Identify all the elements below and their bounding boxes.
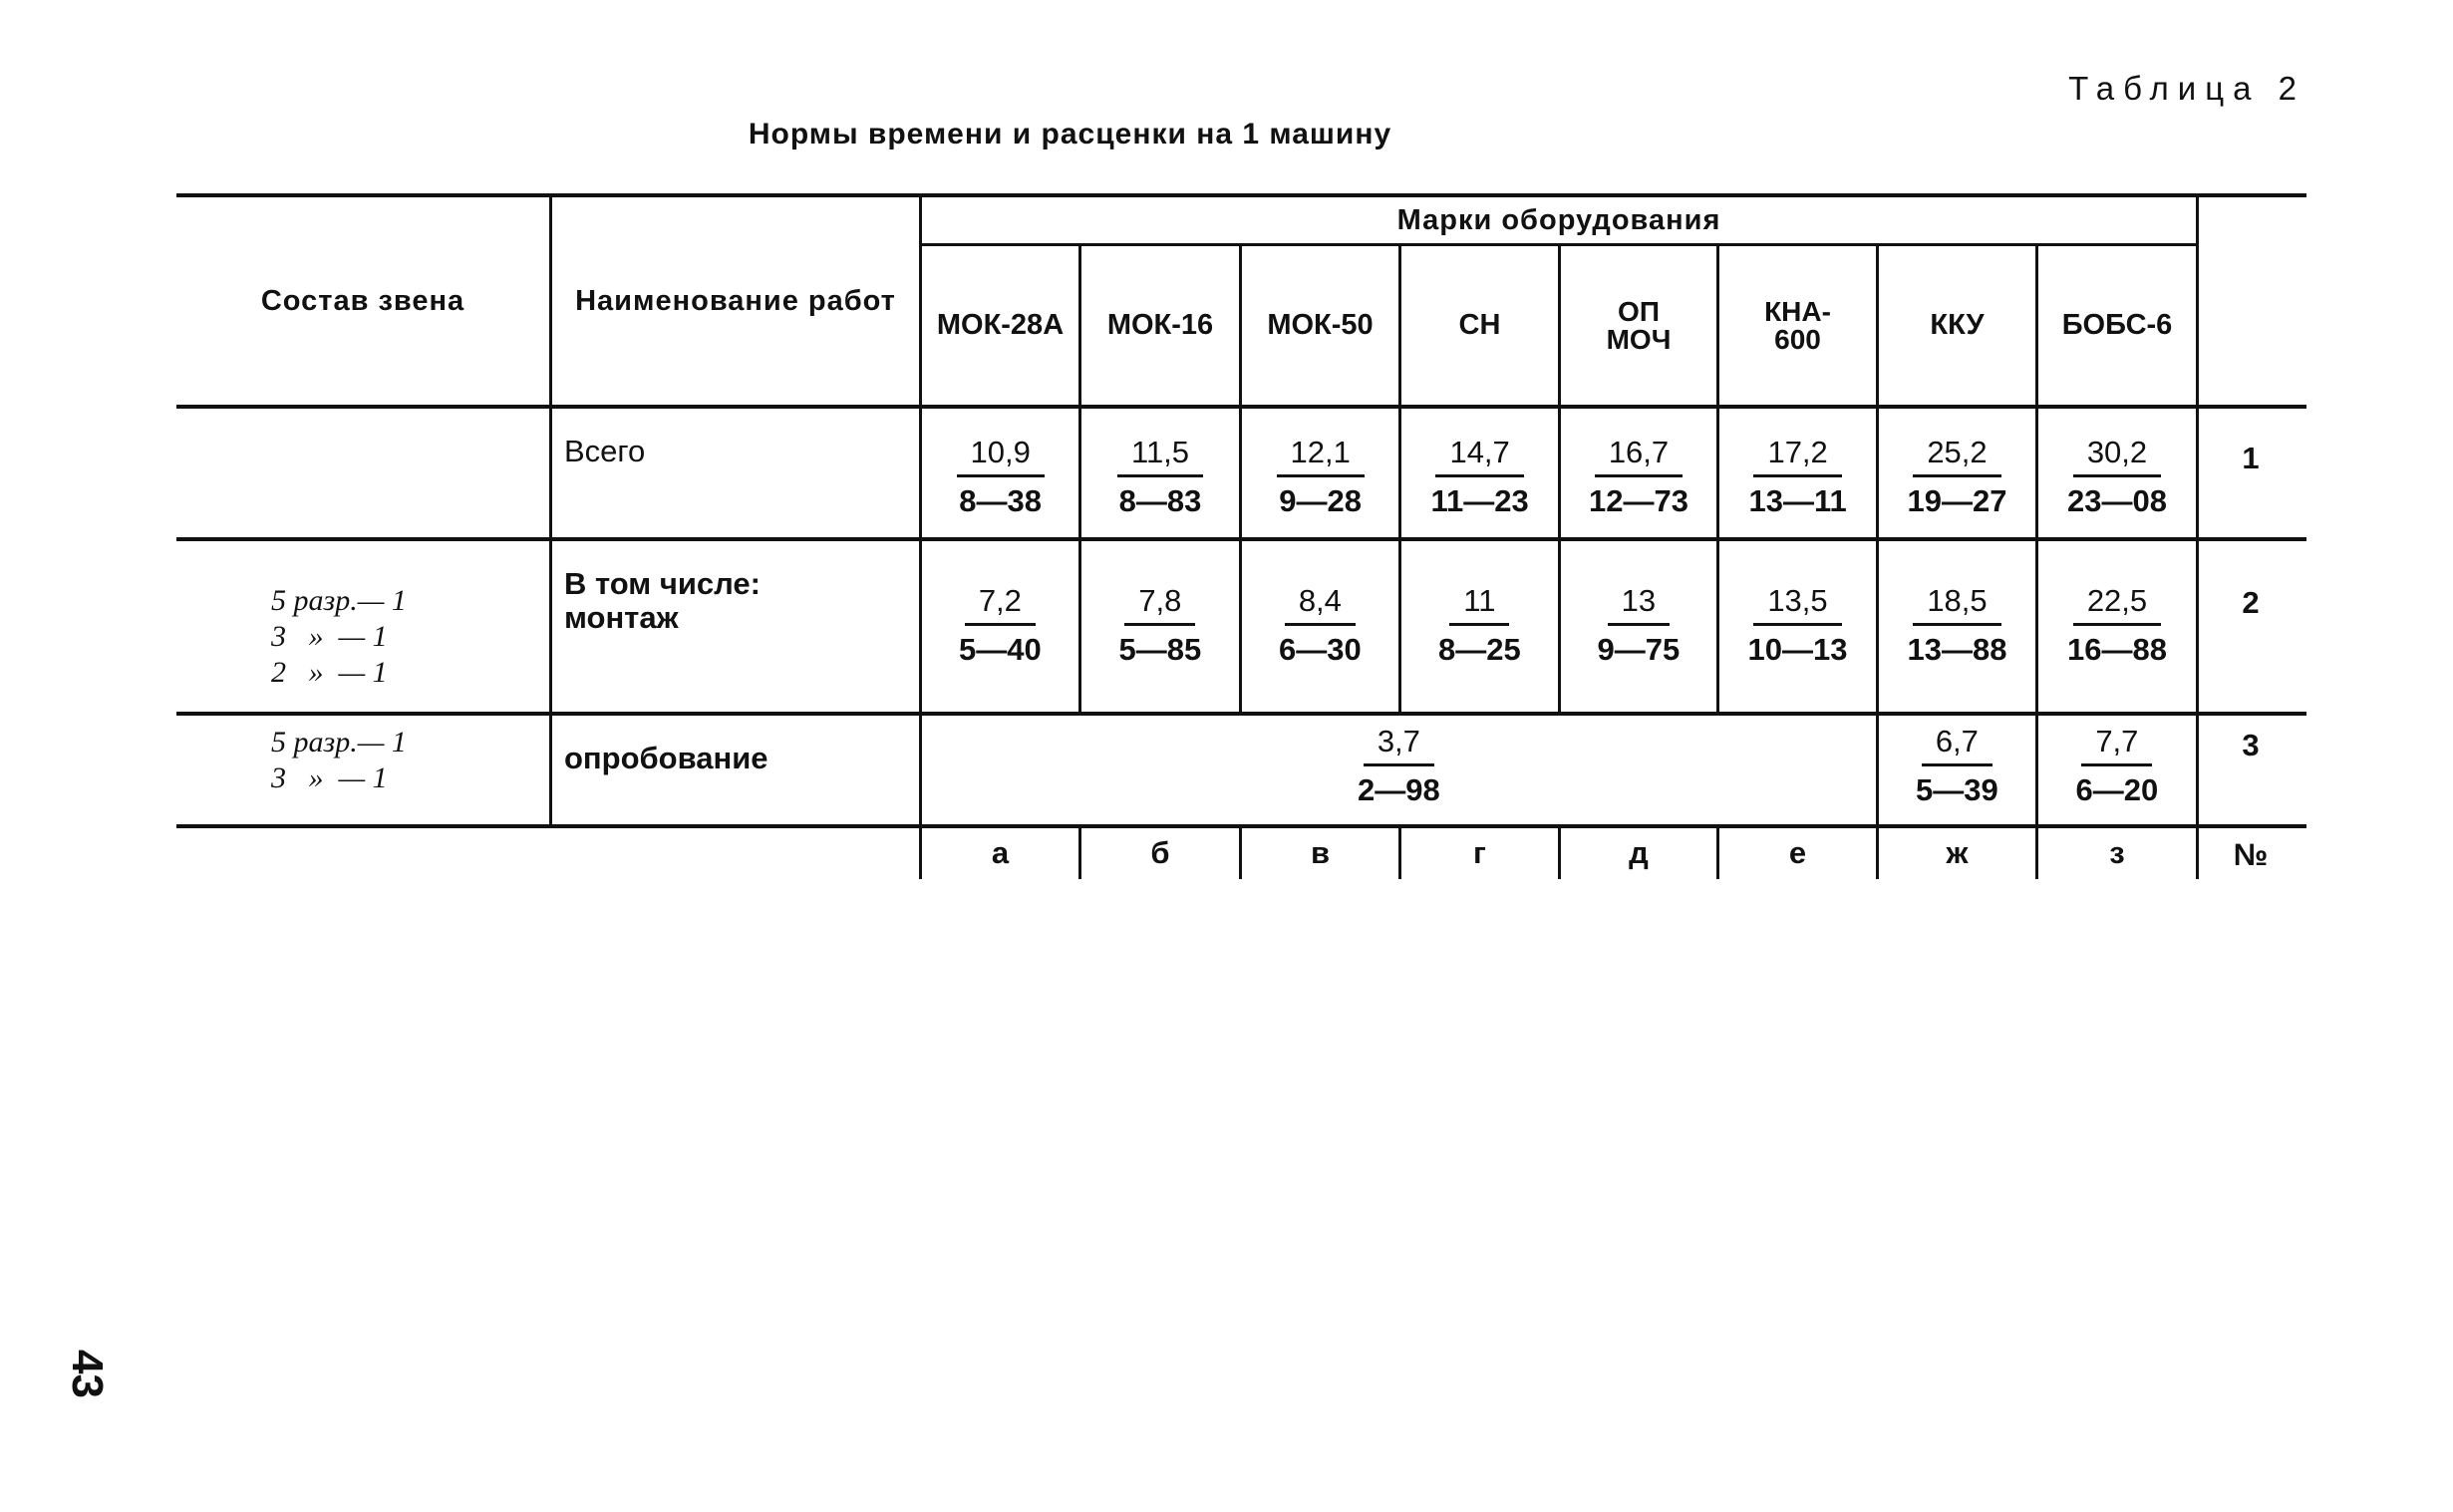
table-caption: Нормы времени и расценки на 1 машину bbox=[748, 118, 1392, 151]
column-header: КНА- 600 bbox=[1764, 295, 1831, 355]
norm-value bbox=[1908, 435, 2007, 519]
column-header: ОП МОЧ bbox=[1606, 295, 1672, 355]
vrule-code-5 bbox=[1716, 824, 1719, 879]
row-number: 1 bbox=[2242, 441, 2260, 475]
norm-value bbox=[1279, 583, 1362, 668]
norm-value bbox=[1749, 435, 1847, 519]
norm-value bbox=[1277, 435, 1365, 519]
fraction-denominator: 11—23 bbox=[1430, 482, 1529, 518]
norm-value bbox=[959, 583, 1042, 668]
fraction-denominator: 9—75 bbox=[1597, 631, 1681, 667]
column-code: д bbox=[1629, 835, 1649, 870]
page-number: 43 bbox=[63, 1350, 112, 1398]
fraction-denominator: 6—30 bbox=[1279, 631, 1362, 667]
row-number: 2 bbox=[2242, 585, 2260, 620]
norm-value bbox=[1119, 583, 1202, 668]
norm-value bbox=[1748, 583, 1848, 668]
fraction-numerator: 18,5 bbox=[1913, 583, 2000, 626]
column-header: МОК-16 bbox=[1106, 309, 1214, 341]
fraction-numerator: 7,7 bbox=[2081, 724, 2152, 766]
fraction-denominator: 23—08 bbox=[2067, 482, 2167, 518]
norm-value bbox=[1589, 435, 1688, 519]
fraction-numerator: 7,8 bbox=[1124, 583, 1195, 626]
fraction-denominator: 2—98 bbox=[1358, 771, 1440, 807]
fraction-denominator: 10—13 bbox=[1747, 631, 1848, 667]
rule-row2-bottom bbox=[176, 712, 2306, 716]
fraction-numerator: 13 bbox=[1608, 583, 1670, 626]
column-header: БОБС-6 bbox=[2061, 309, 2173, 341]
fraction-denominator: 13—88 bbox=[1907, 631, 2007, 667]
column-header: СН bbox=[1458, 309, 1501, 341]
norm-value bbox=[1598, 583, 1681, 668]
header-work: Наименование работ bbox=[575, 284, 896, 317]
column-code: г bbox=[1473, 835, 1486, 870]
fraction-numerator: 25,2 bbox=[1913, 435, 2000, 477]
column-header: ККУ bbox=[1930, 309, 1985, 341]
fraction-numerator: 16,7 bbox=[1595, 435, 1683, 477]
column-header: МОК-50 bbox=[1267, 309, 1374, 341]
column-code: е bbox=[1788, 835, 1807, 870]
fraction-denominator: 5—85 bbox=[1118, 631, 1202, 667]
fraction-numerator: 22,5 bbox=[2073, 583, 2161, 626]
norm-value bbox=[1438, 583, 1521, 668]
fraction-denominator: 9—28 bbox=[1279, 482, 1363, 518]
fraction-numerator: 8,4 bbox=[1285, 583, 1356, 626]
fraction-numerator: 12,1 bbox=[1277, 435, 1365, 477]
number-symbol: № bbox=[2233, 837, 2269, 872]
column-code: б bbox=[1150, 835, 1170, 870]
fraction-denominator: 13—11 bbox=[1748, 482, 1847, 518]
fraction-denominator: 8—83 bbox=[1118, 482, 1202, 518]
column-code: а bbox=[991, 835, 1010, 870]
vrule-col-h bbox=[2196, 195, 2199, 879]
norm-value bbox=[1916, 724, 1998, 808]
fraction-denominator: 8—25 bbox=[1438, 631, 1521, 667]
vrule-code-2 bbox=[1239, 824, 1242, 879]
fraction-denominator: 19—27 bbox=[1907, 482, 2007, 518]
norm-value bbox=[1908, 583, 2007, 668]
column-code: з bbox=[2109, 835, 2125, 870]
column-code: в bbox=[1310, 835, 1331, 870]
work-name: В том числе: монтаж bbox=[564, 566, 761, 635]
fraction-numerator: 11,5 bbox=[1117, 435, 1203, 477]
vrule-code-4 bbox=[1558, 824, 1561, 879]
work-name: опробование bbox=[564, 741, 768, 775]
norm-value bbox=[1117, 435, 1203, 519]
fraction-numerator: 17,2 bbox=[1753, 435, 1841, 477]
norm-value bbox=[2076, 724, 2159, 808]
table-label: Таблица 2 bbox=[2068, 70, 2305, 107]
norm-value bbox=[2067, 435, 2167, 519]
fraction-numerator: 3,7 bbox=[1364, 724, 1434, 766]
header-equipment: Марки оборудования bbox=[1396, 203, 1721, 236]
header-crew: Состав звена bbox=[260, 284, 465, 317]
fraction-denominator: 8—38 bbox=[959, 482, 1043, 518]
norm-value bbox=[957, 435, 1045, 519]
fraction-numerator: 13,5 bbox=[1753, 583, 1841, 626]
fraction-numerator: 14,7 bbox=[1435, 435, 1523, 477]
norm-value-merged bbox=[1358, 724, 1440, 808]
norm-value bbox=[2067, 583, 2167, 668]
fraction-numerator: 30,2 bbox=[2073, 435, 2161, 477]
fraction-denominator: 5—40 bbox=[959, 631, 1042, 667]
fraction-numerator: 7,2 bbox=[965, 583, 1036, 626]
column-header: МОК-28А bbox=[936, 309, 1065, 341]
vrule-code-1 bbox=[1078, 824, 1081, 879]
vrule-code-3 bbox=[1398, 824, 1401, 879]
norm-value bbox=[1431, 435, 1529, 519]
fraction-denominator: 5—39 bbox=[1916, 771, 1998, 807]
work-name: Всего bbox=[564, 434, 646, 468]
fraction-denominator: 16—88 bbox=[2067, 631, 2167, 667]
column-code: ж bbox=[1946, 835, 1969, 870]
row-number: 3 bbox=[2242, 728, 2260, 762]
fraction-numerator: 10,9 bbox=[957, 435, 1045, 477]
crew-composition: 5 разр.— 1 3 » — 1 2 » — 1 bbox=[271, 584, 407, 689]
fraction-denominator: 12—73 bbox=[1589, 482, 1688, 518]
fraction-denominator: 6—20 bbox=[2075, 771, 2159, 807]
crew-composition: 5 разр.— 1 3 » — 1 bbox=[271, 726, 407, 794]
fraction-numerator: 6,7 bbox=[1922, 724, 1993, 766]
fraction-numerator: 11 bbox=[1449, 583, 1509, 626]
